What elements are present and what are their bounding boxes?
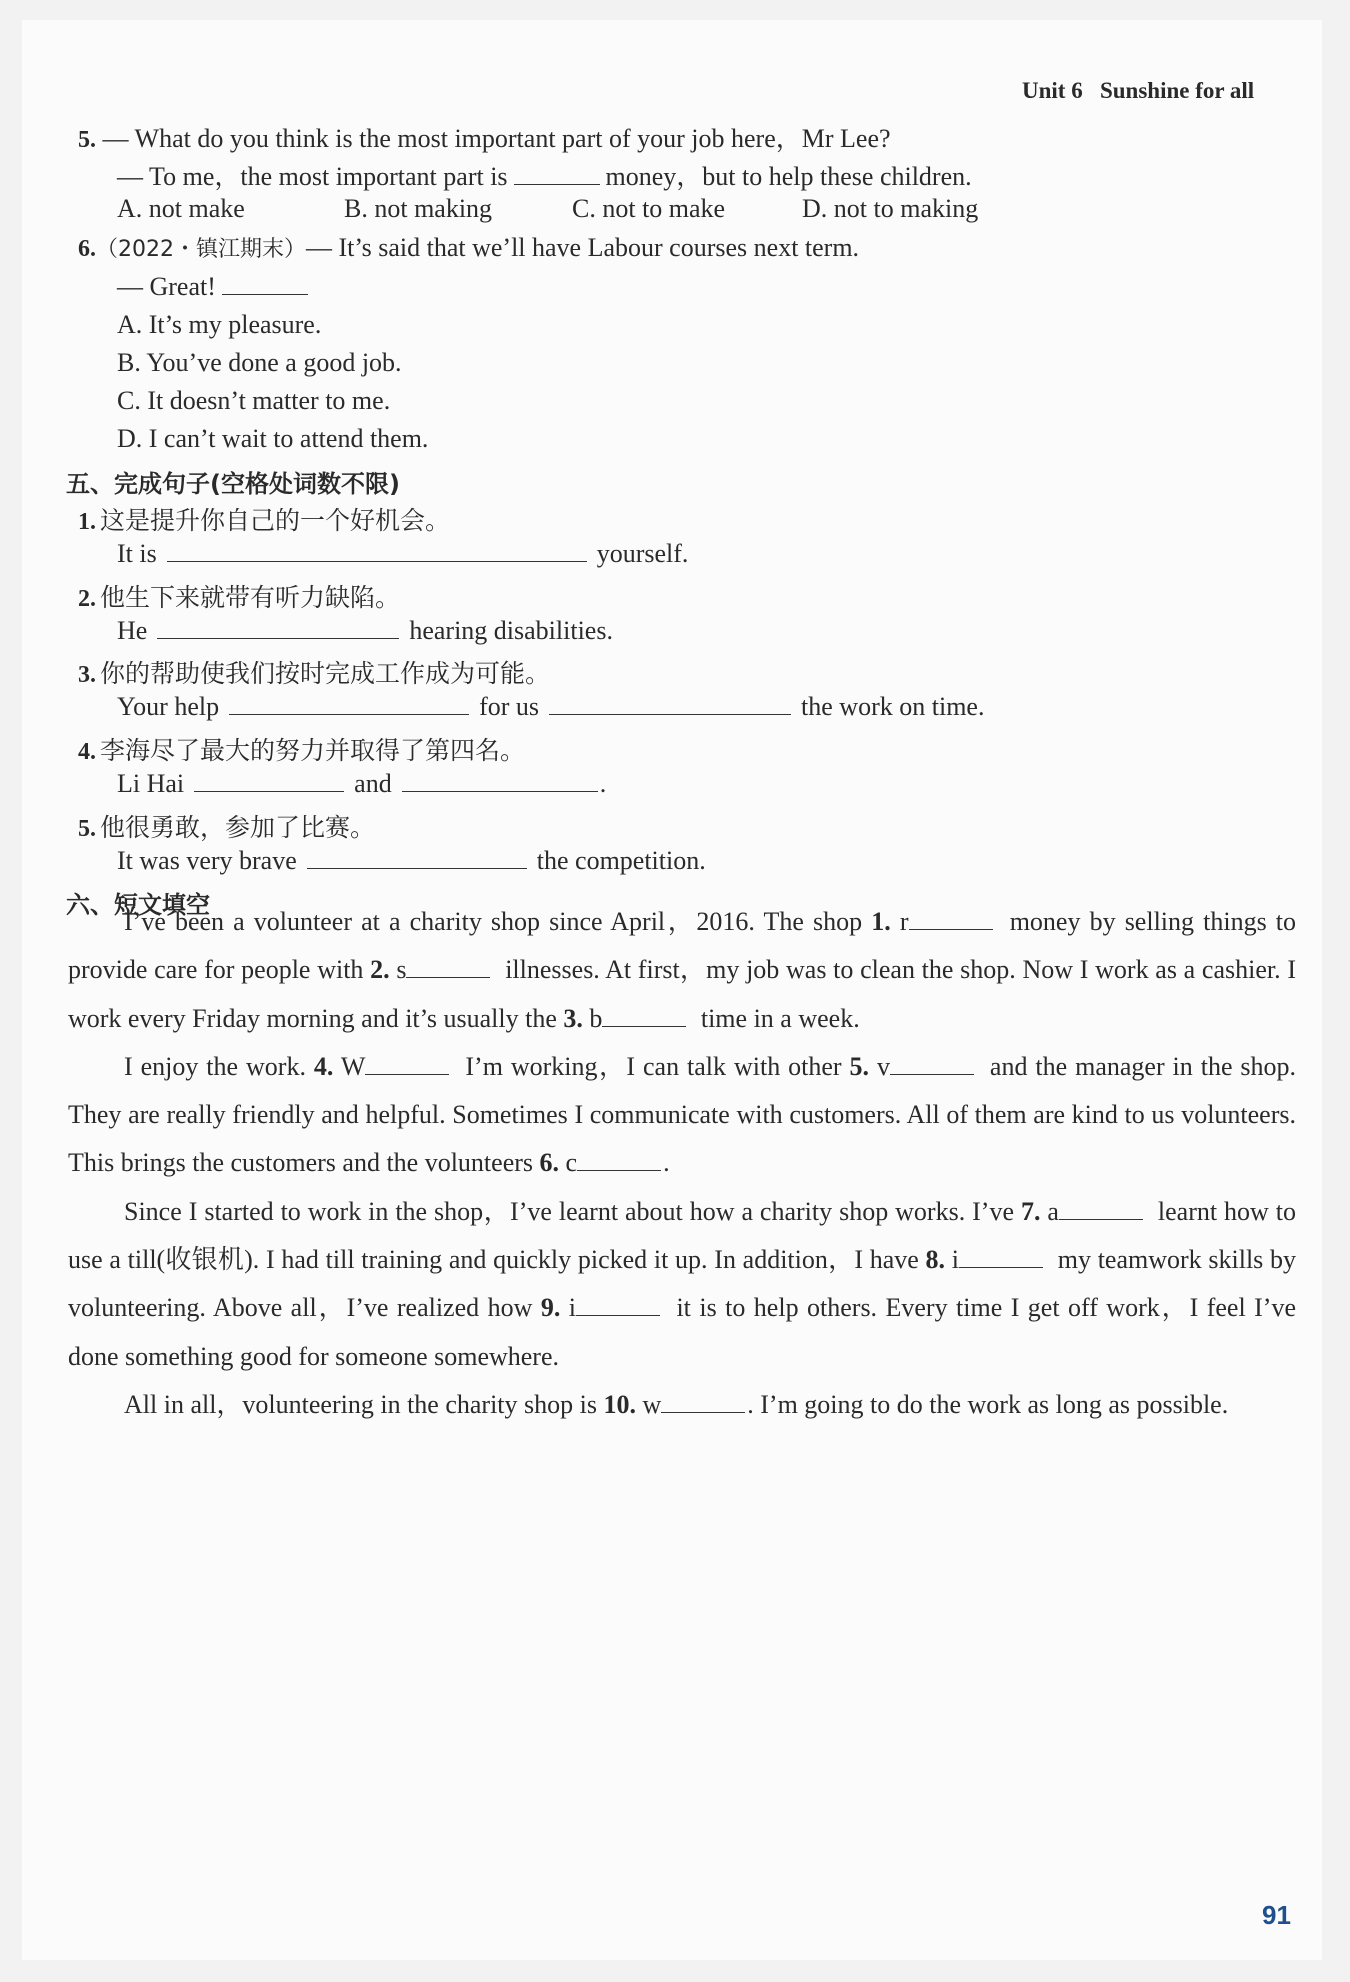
q6-question: — It’s said that we’ll have Labour courses next term.: [306, 233, 860, 262]
sentence-part: the work on time.: [801, 692, 985, 721]
passage-text: it is to help others. Every time I get off work，I feel I’ve done something good for someone somewhere.: [68, 1293, 1296, 1371]
passage-text: money by selling things to provide care for people with: [68, 907, 1297, 985]
blank-initial: v: [876, 1051, 890, 1081]
s5-item2-prompt: [78, 578, 400, 614]
passage-text: my teamwork skills by volunteering. Above all，I’ve realized how: [68, 1245, 1297, 1323]
workbook-page: [22, 20, 1322, 1960]
answer-blank[interactable]: [167, 560, 587, 562]
q6-source: （2022・镇江期末）: [96, 237, 306, 262]
passage-paragraph-2: [68, 1043, 1296, 1188]
s5-item1-english: [117, 539, 688, 569]
answer-blank[interactable]: [402, 790, 598, 792]
q6-option-a[interactable]: A. It’s my pleasure.: [117, 310, 322, 339]
answer-blank[interactable]: [514, 183, 600, 185]
q6-line1: [78, 232, 859, 263]
q6-line2: [117, 272, 314, 302]
q6-option-b[interactable]: B. You’ve done a good job.: [117, 348, 402, 377]
passage-text: time in a week.: [700, 1003, 860, 1033]
sentence-part: Your help: [117, 692, 220, 721]
q5-option-d[interactable]: D. not to making: [802, 194, 979, 223]
s5-item5-chinese: 他很勇敢，参加了比赛。: [100, 813, 376, 842]
passage-paragraph-3: [68, 1188, 1296, 1381]
q5-line2: [117, 156, 972, 193]
s5-item2-chinese: 他生下来就带有听力缺陷。: [100, 583, 401, 612]
s5-item4-prompt: [78, 731, 525, 767]
s5-item3-number: 3.: [78, 662, 96, 688]
answer-blank[interactable]: [909, 928, 993, 930]
page-header: [1022, 78, 1254, 104]
passage-text: Since I started to work in the shop，I’ve learnt about how a charity shop works. I’ve: [124, 1196, 1015, 1226]
s5-item1-prompt: [78, 501, 450, 537]
blank-number: 3.: [563, 1003, 583, 1033]
answer-blank[interactable]: [1059, 1218, 1143, 1220]
passage-text: illnesses. At first，my job was to clean the shop. Now I work as a cashier. I work every Friday morning and it’s usually the: [68, 955, 1296, 1033]
unit-title: Sunshine for all: [1099, 78, 1255, 103]
q5-question: — What do you think is the most important part of your job here，Mr Lee?: [102, 124, 891, 153]
sentence-part: the competition.: [536, 846, 706, 875]
answer-blank[interactable]: [959, 1266, 1043, 1268]
blank-number: 5.: [849, 1051, 870, 1081]
answer-blank[interactable]: [229, 713, 469, 715]
blank-number: 2.: [370, 955, 390, 985]
sentence-part: It was very brave: [117, 846, 297, 875]
unit-label: Unit 6: [1022, 78, 1083, 103]
answer-blank[interactable]: [549, 713, 791, 715]
blank-number: 6.: [539, 1148, 560, 1178]
passage-text: learnt how to use a till(收银机). I had till training and quickly picked it up. In addition，I have: [68, 1196, 1297, 1275]
q5-answer-end: money，but to help these children.: [605, 162, 972, 191]
q5-answer-start: — To me，the most important part is: [117, 162, 508, 191]
passage: [68, 898, 1296, 1429]
s5-item1-chinese: 这是提升你自己的一个好机会。: [100, 506, 451, 535]
sentence-part: He: [117, 616, 148, 645]
q5-line1: [78, 118, 891, 155]
s5-item3-chinese: 你的帮助使我们按时完成工作成为可能。: [100, 659, 551, 688]
sentence-part: It is: [117, 539, 157, 568]
s5-item5-number: 5.: [78, 816, 96, 842]
blank-initial: s: [396, 955, 407, 985]
section5-title: 五、完成句子(空格处词数不限): [66, 470, 400, 498]
blank-initial: i: [568, 1293, 576, 1323]
s5-item4-chinese: 李海尽了最大的努力并取得了第四名。: [100, 736, 526, 765]
q6-option-c[interactable]: C. It doesn’t matter to me.: [117, 386, 391, 415]
blank-initial: b: [589, 1003, 603, 1033]
passage-text: I’m working，I can talk with other: [465, 1051, 842, 1081]
answer-blank[interactable]: [661, 1411, 745, 1413]
blank-initial: c: [565, 1148, 578, 1178]
s5-item1-number: 1.: [78, 509, 96, 535]
s5-item4-english: [117, 769, 606, 799]
blank-number: 10.: [603, 1389, 636, 1419]
blank-initial: r: [899, 907, 909, 936]
passage-text: I enjoy the work.: [124, 1051, 306, 1081]
passage-text: .: [663, 1148, 670, 1178]
blank-number: 4.: [313, 1051, 334, 1081]
blank-number: 7.: [1020, 1196, 1041, 1226]
blank-initial: W: [340, 1051, 366, 1081]
sentence-part: .: [599, 769, 607, 798]
passage-text: I’ve been a volunteer at a charity shop since April，2016. The shop: [124, 907, 863, 936]
passage-paragraph-4: [68, 1381, 1296, 1429]
blank-initial: w: [642, 1389, 662, 1419]
answer-blank[interactable]: [194, 790, 344, 792]
answer-blank[interactable]: [577, 1169, 661, 1171]
blank-number: 8.: [925, 1245, 946, 1275]
answer-blank[interactable]: [406, 976, 490, 978]
q5-option-b[interactable]: B. not making: [344, 194, 493, 223]
q5-option-a[interactable]: A. not make: [117, 194, 245, 223]
blank-number: 1.: [871, 907, 891, 936]
s5-item4-number: 4.: [78, 739, 96, 765]
q6-option-d[interactable]: D. I can’t wait to attend them.: [117, 424, 429, 453]
sentence-part: and: [354, 769, 392, 798]
q5-option-c[interactable]: C. not to make: [572, 194, 726, 223]
s5-item5-prompt: [78, 808, 375, 844]
answer-blank[interactable]: [222, 293, 308, 295]
answer-blank[interactable]: [602, 1025, 686, 1027]
answer-blank[interactable]: [365, 1073, 449, 1075]
passage-paragraph-1: [68, 898, 1296, 1043]
answer-blank[interactable]: [890, 1073, 974, 1075]
s5-item3-english: [117, 692, 984, 722]
q5-number: 5.: [78, 127, 96, 153]
passage-text: All in all，volunteering in the charity shop is: [124, 1389, 597, 1419]
s5-item3-prompt: [78, 654, 550, 690]
answer-blank[interactable]: [157, 637, 399, 639]
passage-text: . I’m going to do the work as long as possible.: [747, 1389, 1229, 1419]
section6-title: 六、短文填空: [66, 891, 210, 919]
answer-blank[interactable]: [576, 1314, 660, 1316]
blank-number: 9.: [540, 1293, 561, 1323]
sentence-part: yourself.: [596, 539, 689, 568]
sentence-part: Li Hai: [117, 769, 185, 798]
s5-item2-english: [117, 616, 613, 646]
q6-reply: — Great!: [117, 272, 216, 301]
blank-initial: a: [1047, 1196, 1059, 1226]
s5-item2-number: 2.: [78, 586, 96, 612]
s5-item5-english: [117, 846, 706, 876]
answer-blank[interactable]: [307, 867, 527, 869]
q6-number: 6.: [78, 236, 96, 262]
sentence-part: hearing disabilities.: [409, 616, 613, 645]
page-number: 91: [1262, 1900, 1291, 1930]
blank-initial: i: [951, 1245, 960, 1275]
sentence-part: for us: [479, 692, 540, 721]
passage-text: and the manager in the shop. They are really friendly and helpful. Sometimes I communicate with customers. All of them are kind to us volunteers. This brings the customers and the volunteers: [68, 1051, 1297, 1178]
